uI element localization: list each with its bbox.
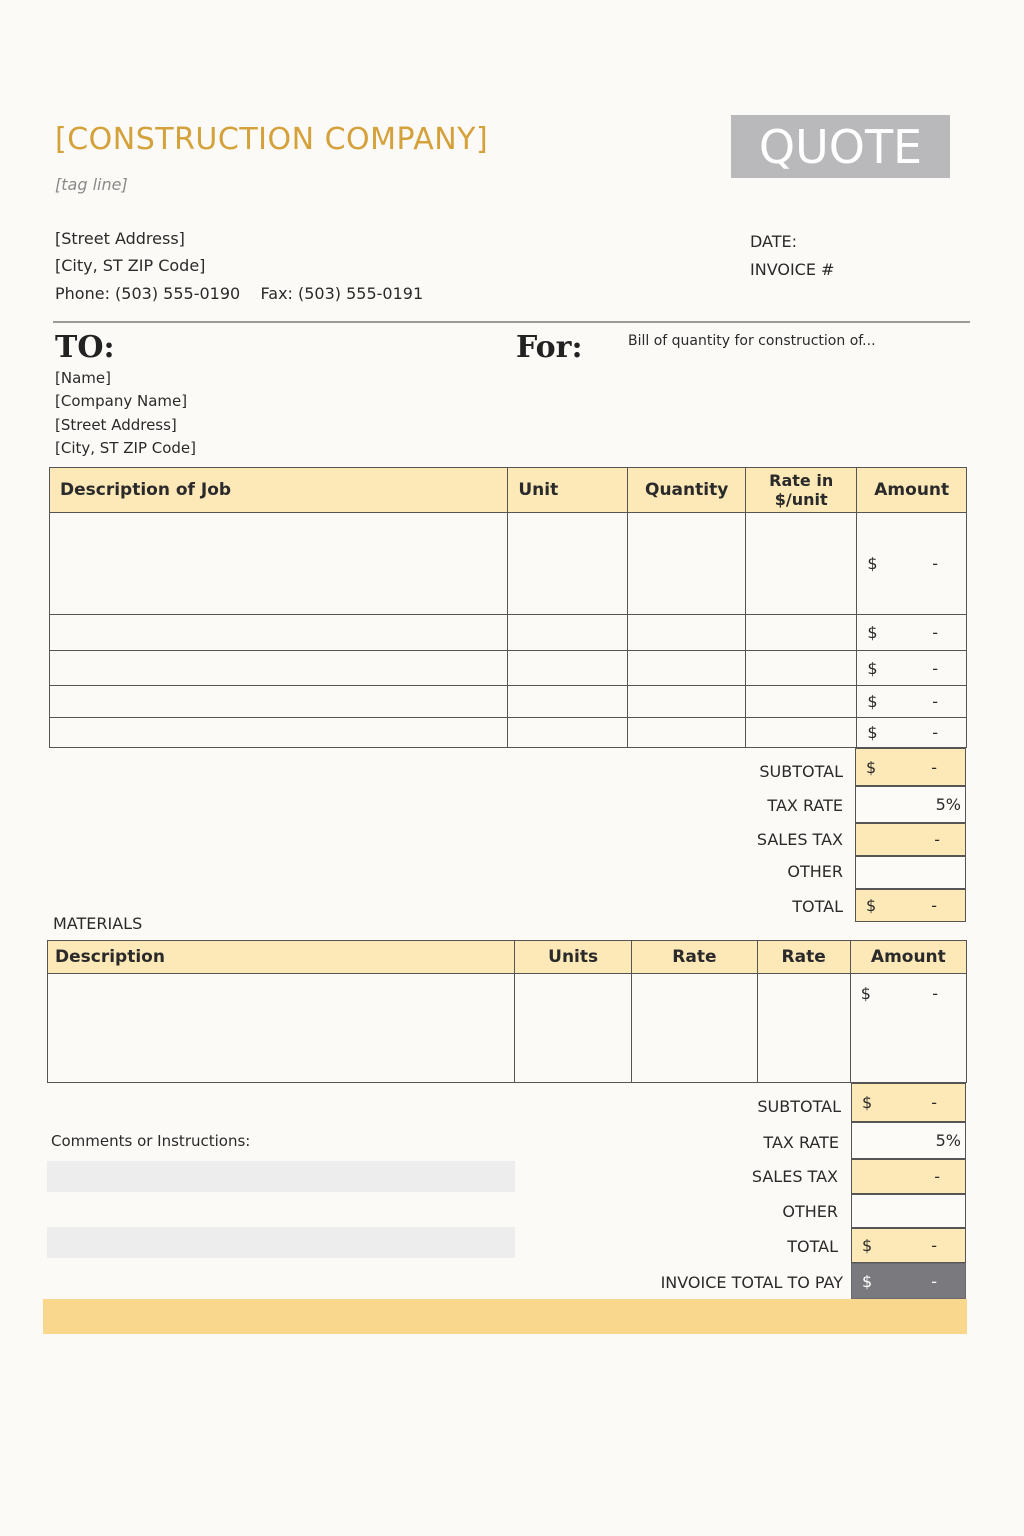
comment-line-2[interactable] bbox=[47, 1227, 515, 1258]
materials-subtotal-value: - bbox=[931, 1093, 937, 1112]
col-rate-2: Rate bbox=[757, 941, 850, 974]
cell-unit[interactable] bbox=[508, 615, 628, 651]
cell-unit[interactable] bbox=[508, 686, 628, 718]
company-name: [CONSTRUCTION COMPANY] bbox=[55, 122, 489, 157]
comments-label: Comments or Instructions: bbox=[51, 1132, 251, 1150]
cell-amount bbox=[857, 651, 967, 686]
date-label: DATE: bbox=[750, 232, 798, 251]
cell-quantity[interactable] bbox=[628, 615, 746, 651]
materials-other-label: OTHER bbox=[782, 1202, 838, 1221]
job-sales-tax-label: SALES TAX bbox=[756, 830, 843, 849]
amount-value: - bbox=[932, 692, 938, 711]
materials-title: MATERIALS bbox=[53, 914, 143, 933]
cell-description[interactable] bbox=[50, 686, 508, 718]
cell-amount bbox=[857, 615, 967, 651]
materials-tax-rate-value: 5% bbox=[935, 1131, 961, 1150]
job-subtotal-label: SUBTOTAL bbox=[759, 762, 843, 781]
amount-value: - bbox=[932, 984, 938, 1003]
table-row bbox=[50, 615, 967, 651]
amount-value: - bbox=[932, 554, 938, 573]
job-tax-rate-label: TAX RATE bbox=[767, 796, 843, 815]
materials-sales-tax-label: SALES TAX bbox=[751, 1167, 838, 1186]
materials-total-label: TOTAL bbox=[787, 1237, 838, 1256]
currency-symbol: $ bbox=[866, 757, 877, 777]
currency-symbol: $ bbox=[866, 896, 877, 915]
job-table-header bbox=[50, 468, 967, 513]
materials-other-field[interactable] bbox=[851, 1194, 966, 1228]
cell-quantity[interactable] bbox=[628, 513, 746, 615]
col-amount: Amount bbox=[857, 468, 967, 513]
job-table bbox=[49, 467, 967, 748]
col-rate: Rate bbox=[632, 941, 757, 974]
company-street: [Street Address] bbox=[55, 229, 185, 248]
col-rate: Rate in $/unit bbox=[745, 468, 857, 513]
recipient-name: [Name] bbox=[55, 369, 111, 387]
col-unit: Unit bbox=[508, 468, 628, 513]
job-total-cell bbox=[855, 889, 966, 922]
cell-rate[interactable] bbox=[745, 686, 857, 718]
table-row bbox=[50, 513, 967, 615]
table-row bbox=[50, 651, 967, 686]
currency-symbol: $ bbox=[867, 623, 878, 642]
cell-rate-2[interactable] bbox=[757, 974, 850, 1083]
col-description-of-job: Description of Job bbox=[50, 468, 508, 513]
col-units: Units bbox=[515, 941, 632, 974]
cell-rate[interactable] bbox=[745, 513, 857, 615]
materials-subtotal-cell bbox=[851, 1083, 966, 1122]
cell-units[interactable] bbox=[515, 974, 632, 1083]
currency-symbol: $ bbox=[867, 692, 878, 711]
cell-description[interactable] bbox=[50, 718, 508, 748]
amount-value: - bbox=[932, 723, 938, 742]
comment-line-1[interactable] bbox=[47, 1161, 515, 1192]
materials-sales-tax-value: - bbox=[934, 1167, 940, 1186]
amount-value: - bbox=[932, 623, 938, 642]
materials-tax-rate-label: TAX RATE bbox=[763, 1133, 839, 1152]
materials-tax-rate-field[interactable] bbox=[851, 1122, 966, 1159]
col-quantity: Quantity bbox=[628, 468, 746, 513]
job-total-value: - bbox=[931, 896, 937, 915]
cell-unit[interactable] bbox=[508, 651, 628, 686]
currency-symbol: $ bbox=[860, 984, 871, 1003]
document-type-badge: QUOTE bbox=[731, 115, 950, 178]
cell-rate[interactable] bbox=[745, 615, 857, 651]
table-row bbox=[50, 718, 967, 748]
materials-total-cell bbox=[851, 1228, 966, 1263]
job-subtotal-value: - bbox=[931, 757, 937, 777]
cell-amount bbox=[857, 686, 967, 718]
job-tax-rate-field[interactable] bbox=[855, 786, 966, 823]
currency-symbol: $ bbox=[867, 554, 878, 573]
header-divider bbox=[53, 321, 970, 323]
company-city: [City, ST ZIP Code] bbox=[55, 256, 206, 275]
job-sales-tax-cell bbox=[855, 823, 966, 856]
cell-rate[interactable] bbox=[745, 718, 857, 748]
invoice-total-value: - bbox=[931, 1271, 937, 1291]
job-other-label: OTHER bbox=[787, 862, 843, 881]
cell-unit[interactable] bbox=[508, 513, 628, 615]
cell-amount bbox=[857, 513, 967, 615]
invoice-total-label: INVOICE TOTAL TO PAY bbox=[660, 1273, 843, 1292]
materials-table-header bbox=[48, 941, 967, 974]
footer-band bbox=[43, 1299, 967, 1334]
job-tax-rate-value: 5% bbox=[935, 795, 961, 814]
cell-amount bbox=[857, 718, 967, 748]
recipient-city: [City, ST ZIP Code] bbox=[55, 439, 197, 457]
cell-quantity[interactable] bbox=[628, 686, 746, 718]
table-row bbox=[50, 686, 967, 718]
cell-amount bbox=[850, 974, 966, 1083]
currency-symbol: $ bbox=[862, 1093, 873, 1112]
cell-description[interactable] bbox=[48, 974, 515, 1083]
to-label: TO: bbox=[55, 330, 115, 365]
cell-description[interactable] bbox=[50, 651, 508, 686]
currency-symbol: $ bbox=[867, 723, 878, 742]
recipient-street: [Street Address] bbox=[55, 416, 177, 434]
for-description[interactable]: Bill of quantity for construction of... bbox=[628, 333, 876, 349]
cell-unit[interactable] bbox=[508, 718, 628, 748]
currency-symbol: $ bbox=[862, 1271, 873, 1291]
materials-total-value: - bbox=[931, 1236, 937, 1255]
invoice-number-label: INVOICE # bbox=[750, 260, 835, 279]
job-sales-tax-value: - bbox=[934, 830, 940, 849]
amount-value: - bbox=[932, 658, 938, 678]
job-subtotal-cell bbox=[855, 748, 966, 786]
invoice-total-cell bbox=[851, 1263, 966, 1299]
cell-quantity[interactable] bbox=[628, 651, 746, 686]
cell-description[interactable] bbox=[50, 615, 508, 651]
col-description: Description bbox=[48, 941, 515, 974]
tagline: [tag line] bbox=[55, 175, 128, 194]
company-phone-fax: Phone: (503) 555-0190 Fax: (503) 555-0191 bbox=[55, 284, 424, 303]
recipient-company: [Company Name] bbox=[55, 392, 188, 410]
currency-symbol: $ bbox=[867, 658, 878, 678]
cell-description[interactable] bbox=[50, 513, 508, 615]
job-other-field[interactable] bbox=[855, 856, 966, 889]
job-total-label: TOTAL bbox=[792, 897, 843, 916]
currency-symbol: $ bbox=[862, 1236, 873, 1255]
table-row bbox=[48, 974, 967, 1083]
for-label: For: bbox=[516, 330, 583, 365]
cell-rate[interactable] bbox=[632, 974, 757, 1083]
cell-rate[interactable] bbox=[745, 651, 857, 686]
materials-table bbox=[47, 940, 967, 1083]
materials-subtotal-label: SUBTOTAL bbox=[757, 1097, 841, 1116]
col-amount: Amount bbox=[850, 941, 966, 974]
materials-sales-tax-cell bbox=[851, 1159, 966, 1194]
cell-quantity[interactable] bbox=[628, 718, 746, 748]
